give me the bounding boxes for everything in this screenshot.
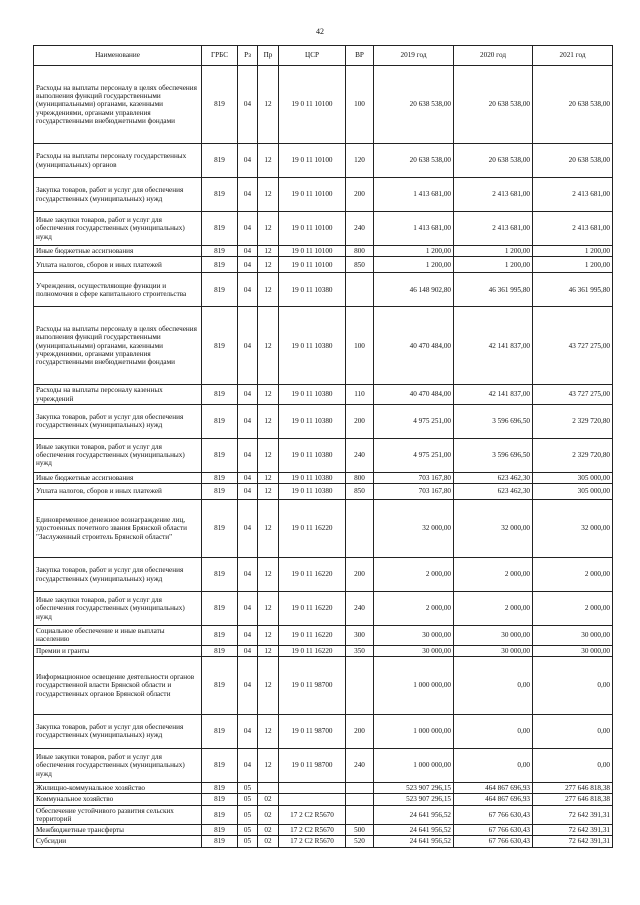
table-row [34, 472, 613, 483]
row-grbs-cell: 819 [202, 748, 238, 782]
row-name-cell: Информационное освещение деятельности органов государственной власти Брянской области и государственных органов Брянской области [34, 656, 202, 714]
row-rz-cell: 04 [238, 484, 258, 500]
row-name-cell: Расходы на выплаты персоналу казенных учреждений [34, 385, 202, 405]
budget-table [33, 45, 613, 848]
row-vr-cell [346, 794, 374, 805]
row-csr-cell: 19 0 11 16220 [279, 645, 346, 656]
row-pr-cell: 12 [258, 385, 279, 405]
row-2020-cell: 3 596 696,50 [454, 438, 533, 472]
row-2019-cell: 2 000,00 [374, 592, 454, 626]
table-row [34, 558, 613, 592]
row-name-cell: Расходы на выплаты персоналу в целях обеспечения выполнения функций государственными (муниципальными) органами, казенными учреждениями, органами управления государственными внебюджетными фондами [34, 307, 202, 385]
row-grbs-cell: 819 [202, 438, 238, 472]
row-2019-cell: 24 641 956,52 [374, 836, 454, 847]
row-2019-cell: 4 975 251,00 [374, 404, 454, 438]
row-rz-cell: 05 [238, 825, 258, 836]
row-2021-cell: 277 646 818,38 [533, 794, 613, 805]
row-name-cell: Иные закупки товаров, работ и услуг для обеспечения государственных (муниципальных) нужд [34, 748, 202, 782]
row-vr-cell: 850 [346, 257, 374, 273]
row-name-cell: Иные закупки товаров, работ и услуг для обеспечения государственных (муниципальных) нужд [34, 212, 202, 246]
row-2020-cell: 0,00 [454, 714, 533, 748]
row-rz-cell: 04 [238, 144, 258, 178]
row-grbs-cell: 819 [202, 794, 238, 805]
row-csr-cell: 19 0 11 10100 [279, 144, 346, 178]
row-pr-cell: 02 [258, 805, 279, 825]
row-grbs-cell: 819 [202, 558, 238, 592]
row-name-cell: Иные закупки товаров, работ и услуг для обеспечения государственных (муниципальных) нужд [34, 438, 202, 472]
table-row [34, 836, 613, 847]
row-2019-cell: 1 000 000,00 [374, 656, 454, 714]
table-row [34, 748, 613, 782]
row-rz-cell: 04 [238, 404, 258, 438]
row-2019-cell: 1 000 000,00 [374, 714, 454, 748]
header-cell: 2019 год [374, 46, 454, 66]
row-vr-cell: 500 [346, 825, 374, 836]
row-2021-cell: 0,00 [533, 714, 613, 748]
row-2019-cell: 703 167,80 [374, 472, 454, 483]
row-2020-cell: 0,00 [454, 656, 533, 714]
row-pr-cell [258, 782, 279, 793]
header-cell: ГРБС [202, 46, 238, 66]
row-csr-cell: 19 0 11 98700 [279, 714, 346, 748]
row-2019-cell: 24 641 956,52 [374, 825, 454, 836]
row-2020-cell: 464 867 696,93 [454, 794, 533, 805]
row-vr-cell: 240 [346, 592, 374, 626]
row-vr-cell: 240 [346, 212, 374, 246]
row-csr-cell: 19 0 11 10100 [279, 66, 346, 144]
row-rz-cell: 04 [238, 656, 258, 714]
row-csr-cell: 19 0 11 16220 [279, 558, 346, 592]
row-vr-cell: 200 [346, 178, 374, 212]
row-2020-cell: 2 000,00 [454, 592, 533, 626]
table-header-row [34, 46, 613, 66]
row-2019-cell: 1 200,00 [374, 246, 454, 257]
row-name-cell: Иные бюджетные ассигнования [34, 246, 202, 257]
row-2020-cell: 42 141 837,00 [454, 385, 533, 405]
row-csr-cell: 19 0 11 10100 [279, 178, 346, 212]
row-name-cell: Расходы на выплаты персоналу государственных (муниципальных) органов [34, 144, 202, 178]
row-grbs-cell: 819 [202, 714, 238, 748]
table-row [34, 404, 613, 438]
table-row [34, 484, 613, 500]
table-row [34, 500, 613, 558]
row-csr-cell [279, 782, 346, 793]
row-2019-cell: 32 000,00 [374, 500, 454, 558]
row-2021-cell: 72 642 391,31 [533, 825, 613, 836]
row-grbs-cell: 819 [202, 825, 238, 836]
row-csr-cell: 19 0 11 98700 [279, 656, 346, 714]
row-2019-cell: 1 413 681,00 [374, 212, 454, 246]
row-2019-cell: 2 000,00 [374, 558, 454, 592]
row-csr-cell: 17 2 C2 R5670 [279, 836, 346, 847]
table-row [34, 592, 613, 626]
row-rz-cell: 04 [238, 257, 258, 273]
row-vr-cell [346, 782, 374, 793]
row-2019-cell: 40 470 484,00 [374, 385, 454, 405]
row-pr-cell: 12 [258, 273, 279, 307]
table-row [34, 805, 613, 825]
row-2021-cell: 43 727 275,00 [533, 307, 613, 385]
row-2019-cell: 40 470 484,00 [374, 307, 454, 385]
row-rz-cell: 04 [238, 558, 258, 592]
table-row [34, 178, 613, 212]
row-2021-cell: 30 000,00 [533, 626, 613, 646]
row-rz-cell: 04 [238, 748, 258, 782]
row-2019-cell: 20 638 538,00 [374, 144, 454, 178]
row-grbs-cell: 819 [202, 178, 238, 212]
table-row [34, 66, 613, 144]
row-vr-cell: 100 [346, 307, 374, 385]
row-name-cell: Коммунальное хозяйство [34, 794, 202, 805]
row-pr-cell: 12 [258, 257, 279, 273]
row-vr-cell [346, 273, 374, 307]
row-pr-cell: 12 [258, 484, 279, 500]
row-name-cell: Единовременное денежное вознаграждение лиц, удостоенных почетного звания Брянской области "Заслуженный строитель Брянской области" [34, 500, 202, 558]
table-row [34, 626, 613, 646]
row-rz-cell: 04 [238, 273, 258, 307]
row-rz-cell: 04 [238, 307, 258, 385]
row-grbs-cell: 819 [202, 484, 238, 500]
row-csr-cell: 19 0 11 98700 [279, 748, 346, 782]
row-2020-cell: 67 766 630,43 [454, 805, 533, 825]
row-pr-cell: 12 [258, 212, 279, 246]
row-2021-cell: 46 361 995,80 [533, 273, 613, 307]
table-row [34, 438, 613, 472]
row-vr-cell [346, 656, 374, 714]
table-row [34, 307, 613, 385]
row-2021-cell: 20 638 538,00 [533, 144, 613, 178]
row-2020-cell: 464 867 696,93 [454, 782, 533, 793]
row-2020-cell: 3 596 696,50 [454, 404, 533, 438]
row-2020-cell: 2 413 681,00 [454, 178, 533, 212]
table-row [34, 385, 613, 405]
row-csr-cell: 19 0 11 16220 [279, 500, 346, 558]
row-2019-cell: 523 907 296,15 [374, 794, 454, 805]
row-name-cell: Закупка товаров, работ и услуг для обеспечения государственных (муниципальных) нужд [34, 558, 202, 592]
row-2020-cell: 1 200,00 [454, 257, 533, 273]
row-pr-cell: 12 [258, 144, 279, 178]
row-pr-cell: 12 [258, 246, 279, 257]
row-vr-cell: 200 [346, 558, 374, 592]
row-grbs-cell: 819 [202, 805, 238, 825]
row-pr-cell: 12 [258, 558, 279, 592]
row-vr-cell: 110 [346, 385, 374, 405]
row-2019-cell: 30 000,00 [374, 626, 454, 646]
row-2019-cell: 1 200,00 [374, 257, 454, 273]
row-rz-cell: 04 [238, 500, 258, 558]
row-2021-cell: 2 000,00 [533, 558, 613, 592]
row-2019-cell: 20 638 538,00 [374, 66, 454, 144]
row-name-cell: Расходы на выплаты персоналу в целях обеспечения выполнения функций государственными (муниципальными) органами, казенными учреждениями, органами управления государственными внебюджетными фондами [34, 66, 202, 144]
row-pr-cell: 12 [258, 656, 279, 714]
table-row [34, 714, 613, 748]
row-name-cell: Субсидии [34, 836, 202, 847]
page-number: 42 [316, 27, 324, 36]
row-grbs-cell: 819 [202, 404, 238, 438]
row-csr-cell: 19 0 11 16220 [279, 592, 346, 626]
table-row [34, 212, 613, 246]
row-rz-cell: 05 [238, 782, 258, 793]
row-name-cell: Социальное обеспечение и иные выплаты населению [34, 626, 202, 646]
table-row [34, 273, 613, 307]
row-vr-cell: 240 [346, 748, 374, 782]
row-pr-cell: 12 [258, 307, 279, 385]
row-csr-cell [279, 794, 346, 805]
row-grbs-cell: 819 [202, 472, 238, 483]
row-grbs-cell: 819 [202, 592, 238, 626]
row-pr-cell: 12 [258, 178, 279, 212]
row-2021-cell: 0,00 [533, 656, 613, 714]
row-2020-cell: 30 000,00 [454, 645, 533, 656]
row-2021-cell: 2 413 681,00 [533, 178, 613, 212]
row-vr-cell: 300 [346, 626, 374, 646]
row-name-cell: Жилищно-коммунальное хозяйство [34, 782, 202, 793]
row-grbs-cell: 819 [202, 273, 238, 307]
row-grbs-cell: 819 [202, 385, 238, 405]
table-row [34, 645, 613, 656]
row-2021-cell: 2 000,00 [533, 592, 613, 626]
row-2021-cell: 277 646 818,38 [533, 782, 613, 793]
row-rz-cell: 05 [238, 836, 258, 847]
row-vr-cell: 240 [346, 438, 374, 472]
row-pr-cell: 12 [258, 404, 279, 438]
row-2019-cell: 30 000,00 [374, 645, 454, 656]
row-grbs-cell: 819 [202, 257, 238, 273]
header-cell: Рз [238, 46, 258, 66]
row-2020-cell: 20 638 538,00 [454, 66, 533, 144]
row-name-cell: Обеспечение устойчивого развития сельских территорий [34, 805, 202, 825]
row-2021-cell: 305 000,00 [533, 472, 613, 483]
row-csr-cell: 19 0 11 10380 [279, 472, 346, 483]
row-vr-cell [346, 500, 374, 558]
row-pr-cell: 02 [258, 794, 279, 805]
row-rz-cell: 04 [238, 645, 258, 656]
row-2021-cell: 1 200,00 [533, 257, 613, 273]
row-csr-cell: 19 0 11 10380 [279, 273, 346, 307]
table-row [34, 825, 613, 836]
row-2020-cell: 2 000,00 [454, 558, 533, 592]
row-grbs-cell: 819 [202, 656, 238, 714]
row-rz-cell: 04 [238, 626, 258, 646]
row-grbs-cell: 819 [202, 307, 238, 385]
row-name-cell: Иные закупки товаров, работ и услуг для обеспечения государственных (муниципальных) нужд [34, 592, 202, 626]
row-grbs-cell: 819 [202, 144, 238, 178]
row-rz-cell: 04 [238, 212, 258, 246]
row-pr-cell: 12 [258, 500, 279, 558]
row-vr-cell: 200 [346, 404, 374, 438]
row-2019-cell: 703 167,80 [374, 484, 454, 500]
row-2021-cell: 305 000,00 [533, 484, 613, 500]
row-pr-cell: 12 [258, 66, 279, 144]
row-2019-cell: 1 413 681,00 [374, 178, 454, 212]
row-2021-cell: 0,00 [533, 748, 613, 782]
table-row [34, 656, 613, 714]
row-2019-cell: 1 000 000,00 [374, 748, 454, 782]
table-row [34, 246, 613, 257]
row-2019-cell: 46 148 902,80 [374, 273, 454, 307]
row-rz-cell: 04 [238, 178, 258, 212]
row-grbs-cell: 819 [202, 836, 238, 847]
row-rz-cell: 05 [238, 805, 258, 825]
row-2021-cell: 43 727 275,00 [533, 385, 613, 405]
row-2021-cell: 20 638 538,00 [533, 66, 613, 144]
row-rz-cell: 04 [238, 66, 258, 144]
row-2020-cell: 67 766 630,43 [454, 825, 533, 836]
row-vr-cell: 120 [346, 144, 374, 178]
row-vr-cell: 800 [346, 246, 374, 257]
row-pr-cell: 12 [258, 714, 279, 748]
row-vr-cell: 520 [346, 836, 374, 847]
row-pr-cell: 12 [258, 748, 279, 782]
row-2021-cell: 30 000,00 [533, 645, 613, 656]
row-csr-cell: 19 0 11 16220 [279, 626, 346, 646]
row-pr-cell: 12 [258, 472, 279, 483]
row-2020-cell: 1 200,00 [454, 246, 533, 257]
row-grbs-cell: 819 [202, 782, 238, 793]
row-vr-cell: 100 [346, 66, 374, 144]
row-2021-cell: 1 200,00 [533, 246, 613, 257]
row-pr-cell: 02 [258, 836, 279, 847]
row-csr-cell: 17 2 C2 R5670 [279, 805, 346, 825]
row-rz-cell: 04 [238, 385, 258, 405]
row-csr-cell: 17 2 C2 R5670 [279, 825, 346, 836]
row-csr-cell: 19 0 11 10380 [279, 307, 346, 385]
row-name-cell: Уплата налогов, сборов и иных платежей [34, 484, 202, 500]
row-name-cell: Закупка товаров, работ и услуг для обеспечения государственных (муниципальных) нужд [34, 404, 202, 438]
row-pr-cell: 12 [258, 438, 279, 472]
row-2021-cell: 72 642 391,31 [533, 805, 613, 825]
row-name-cell: Премии и гранты [34, 645, 202, 656]
row-vr-cell [346, 805, 374, 825]
header-cell: ВР [346, 46, 374, 66]
row-grbs-cell: 819 [202, 645, 238, 656]
header-cell: Наименование [34, 46, 202, 66]
row-grbs-cell: 819 [202, 246, 238, 257]
table-row [34, 782, 613, 793]
row-2020-cell: 623 462,30 [454, 484, 533, 500]
row-grbs-cell: 819 [202, 66, 238, 144]
row-2020-cell: 67 766 630,43 [454, 836, 533, 847]
row-2021-cell: 2 329 720,80 [533, 404, 613, 438]
row-vr-cell: 850 [346, 484, 374, 500]
row-2021-cell: 2 413 681,00 [533, 212, 613, 246]
row-name-cell: Межбюджетные трансферты [34, 825, 202, 836]
row-pr-cell: 12 [258, 645, 279, 656]
row-vr-cell: 350 [346, 645, 374, 656]
row-csr-cell: 19 0 11 10100 [279, 257, 346, 273]
row-csr-cell: 19 0 11 10380 [279, 385, 346, 405]
row-name-cell: Учреждения, осуществляющие функции и полномочия в сфере капитального строительства [34, 273, 202, 307]
row-grbs-cell: 819 [202, 626, 238, 646]
row-2019-cell: 523 907 296,15 [374, 782, 454, 793]
row-csr-cell: 19 0 11 10380 [279, 404, 346, 438]
row-2020-cell: 46 361 995,80 [454, 273, 533, 307]
row-name-cell: Иные бюджетные ассигнования [34, 472, 202, 483]
row-2021-cell: 32 000,00 [533, 500, 613, 558]
row-vr-cell: 200 [346, 714, 374, 748]
table-body [34, 66, 613, 848]
row-rz-cell: 04 [238, 472, 258, 483]
table-row [34, 794, 613, 805]
row-2019-cell: 4 975 251,00 [374, 438, 454, 472]
row-rz-cell: 05 [238, 794, 258, 805]
table-row [34, 257, 613, 273]
row-rz-cell: 04 [238, 714, 258, 748]
row-2021-cell: 72 642 391,31 [533, 836, 613, 847]
row-name-cell: Закупка товаров, работ и услуг для обеспечения государственных (муниципальных) нужд [34, 178, 202, 212]
row-2020-cell: 20 638 538,00 [454, 144, 533, 178]
row-2021-cell: 2 329 720,80 [533, 438, 613, 472]
row-grbs-cell: 819 [202, 500, 238, 558]
row-2020-cell: 0,00 [454, 748, 533, 782]
header-cell: 2021 год [533, 46, 613, 66]
row-pr-cell: 12 [258, 626, 279, 646]
table-row [34, 144, 613, 178]
row-2020-cell: 2 413 681,00 [454, 212, 533, 246]
row-2020-cell: 30 000,00 [454, 626, 533, 646]
row-rz-cell: 04 [238, 438, 258, 472]
row-vr-cell: 800 [346, 472, 374, 483]
row-pr-cell: 02 [258, 825, 279, 836]
header-cell: ЦСР [279, 46, 346, 66]
row-csr-cell: 19 0 11 10380 [279, 438, 346, 472]
row-rz-cell: 04 [238, 246, 258, 257]
row-2020-cell: 42 141 837,00 [454, 307, 533, 385]
row-name-cell: Закупка товаров, работ и услуг для обеспечения государственных (муниципальных) нужд [34, 714, 202, 748]
row-name-cell: Уплата налогов, сборов и иных платежей [34, 257, 202, 273]
row-csr-cell: 19 0 11 10380 [279, 484, 346, 500]
row-2020-cell: 32 000,00 [454, 500, 533, 558]
header-cell: Пр [258, 46, 279, 66]
row-csr-cell: 19 0 11 10100 [279, 212, 346, 246]
row-rz-cell: 04 [238, 592, 258, 626]
row-pr-cell: 12 [258, 592, 279, 626]
row-grbs-cell: 819 [202, 212, 238, 246]
header-cell: 2020 год [454, 46, 533, 66]
row-csr-cell: 19 0 11 10100 [279, 246, 346, 257]
row-2019-cell: 24 641 956,52 [374, 805, 454, 825]
row-2020-cell: 623 462,30 [454, 472, 533, 483]
